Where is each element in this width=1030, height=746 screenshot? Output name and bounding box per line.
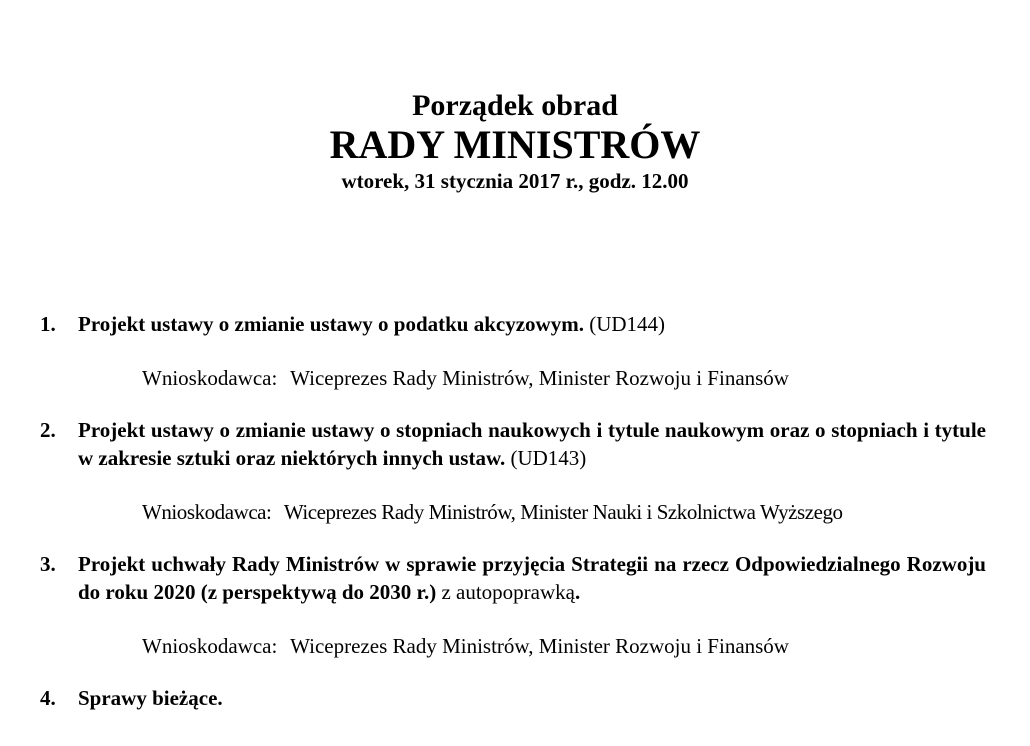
agenda-item-note: z autopoprawką xyxy=(436,580,575,604)
agenda-item-title-bold: Projekt ustawy o zmianie ustawy o stopniach naukowych i tytule naukowym oraz o stopniach i tytule w zakresie sztuki oraz niektórych innych ustaw. xyxy=(78,418,986,470)
agenda-item-number: 1. xyxy=(40,312,56,336)
agenda-item-4 xyxy=(40,684,986,712)
applicant-name: Wiceprezes Rady Ministrów, Minister Nauki i Szkolnictwa Wyższego xyxy=(283,500,843,524)
agenda-item-title-bold: Sprawy bieżące. xyxy=(78,686,223,710)
document-header xyxy=(0,88,1030,196)
agenda-item-1 xyxy=(40,310,986,392)
applicant-name: Wiceprezes Rady Ministrów, Minister Rozwoju i Finansów xyxy=(290,634,789,658)
applicant-label: Wnioskodawca: xyxy=(142,500,272,524)
header-agenda-label: Porządek obrad xyxy=(412,89,618,122)
agenda-item-reference: (UD144) xyxy=(583,312,666,336)
agenda-item-number: 3. xyxy=(40,552,56,576)
header-meeting-date: wtorek, 31 stycznia 2017 r., godz. 12.00 xyxy=(341,169,689,193)
agenda-item-reference: (UD143) xyxy=(505,446,587,470)
agenda-item-3 xyxy=(40,550,986,660)
agenda-list xyxy=(40,310,986,712)
agenda-item-title-tail: . xyxy=(574,580,581,604)
agenda-item-title xyxy=(78,550,986,606)
agenda-item-title xyxy=(78,310,986,338)
agenda-item-applicant xyxy=(78,364,986,392)
applicant-label: Wnioskodawca: xyxy=(142,366,278,390)
agenda-item-title xyxy=(78,416,986,472)
agenda-item-number: 2. xyxy=(40,418,56,442)
agenda-item-title-bold: Projekt uchwały Rady Ministrów w sprawie przyjęcia Strategii na rzecz Odpowiedzialnego Rozwoju do roku 2020 (z perspektywą do 2030 r.) xyxy=(78,552,986,604)
agenda-item-title xyxy=(78,684,986,712)
agenda-item-2 xyxy=(40,416,986,526)
applicant-name: Wiceprezes Rady Ministrów, Minister Rozwoju i Finansów xyxy=(290,366,789,390)
header-council-title: RADY MINISTRÓW xyxy=(329,122,701,167)
agenda-item-applicant xyxy=(78,498,986,526)
agenda-item-applicant xyxy=(78,632,986,660)
agenda-item-title-bold: Projekt ustawy o zmianie ustawy o podatku akcyzowym. xyxy=(78,312,584,336)
agenda-item-number: 4. xyxy=(40,686,56,710)
applicant-label: Wnioskodawca: xyxy=(142,634,278,658)
